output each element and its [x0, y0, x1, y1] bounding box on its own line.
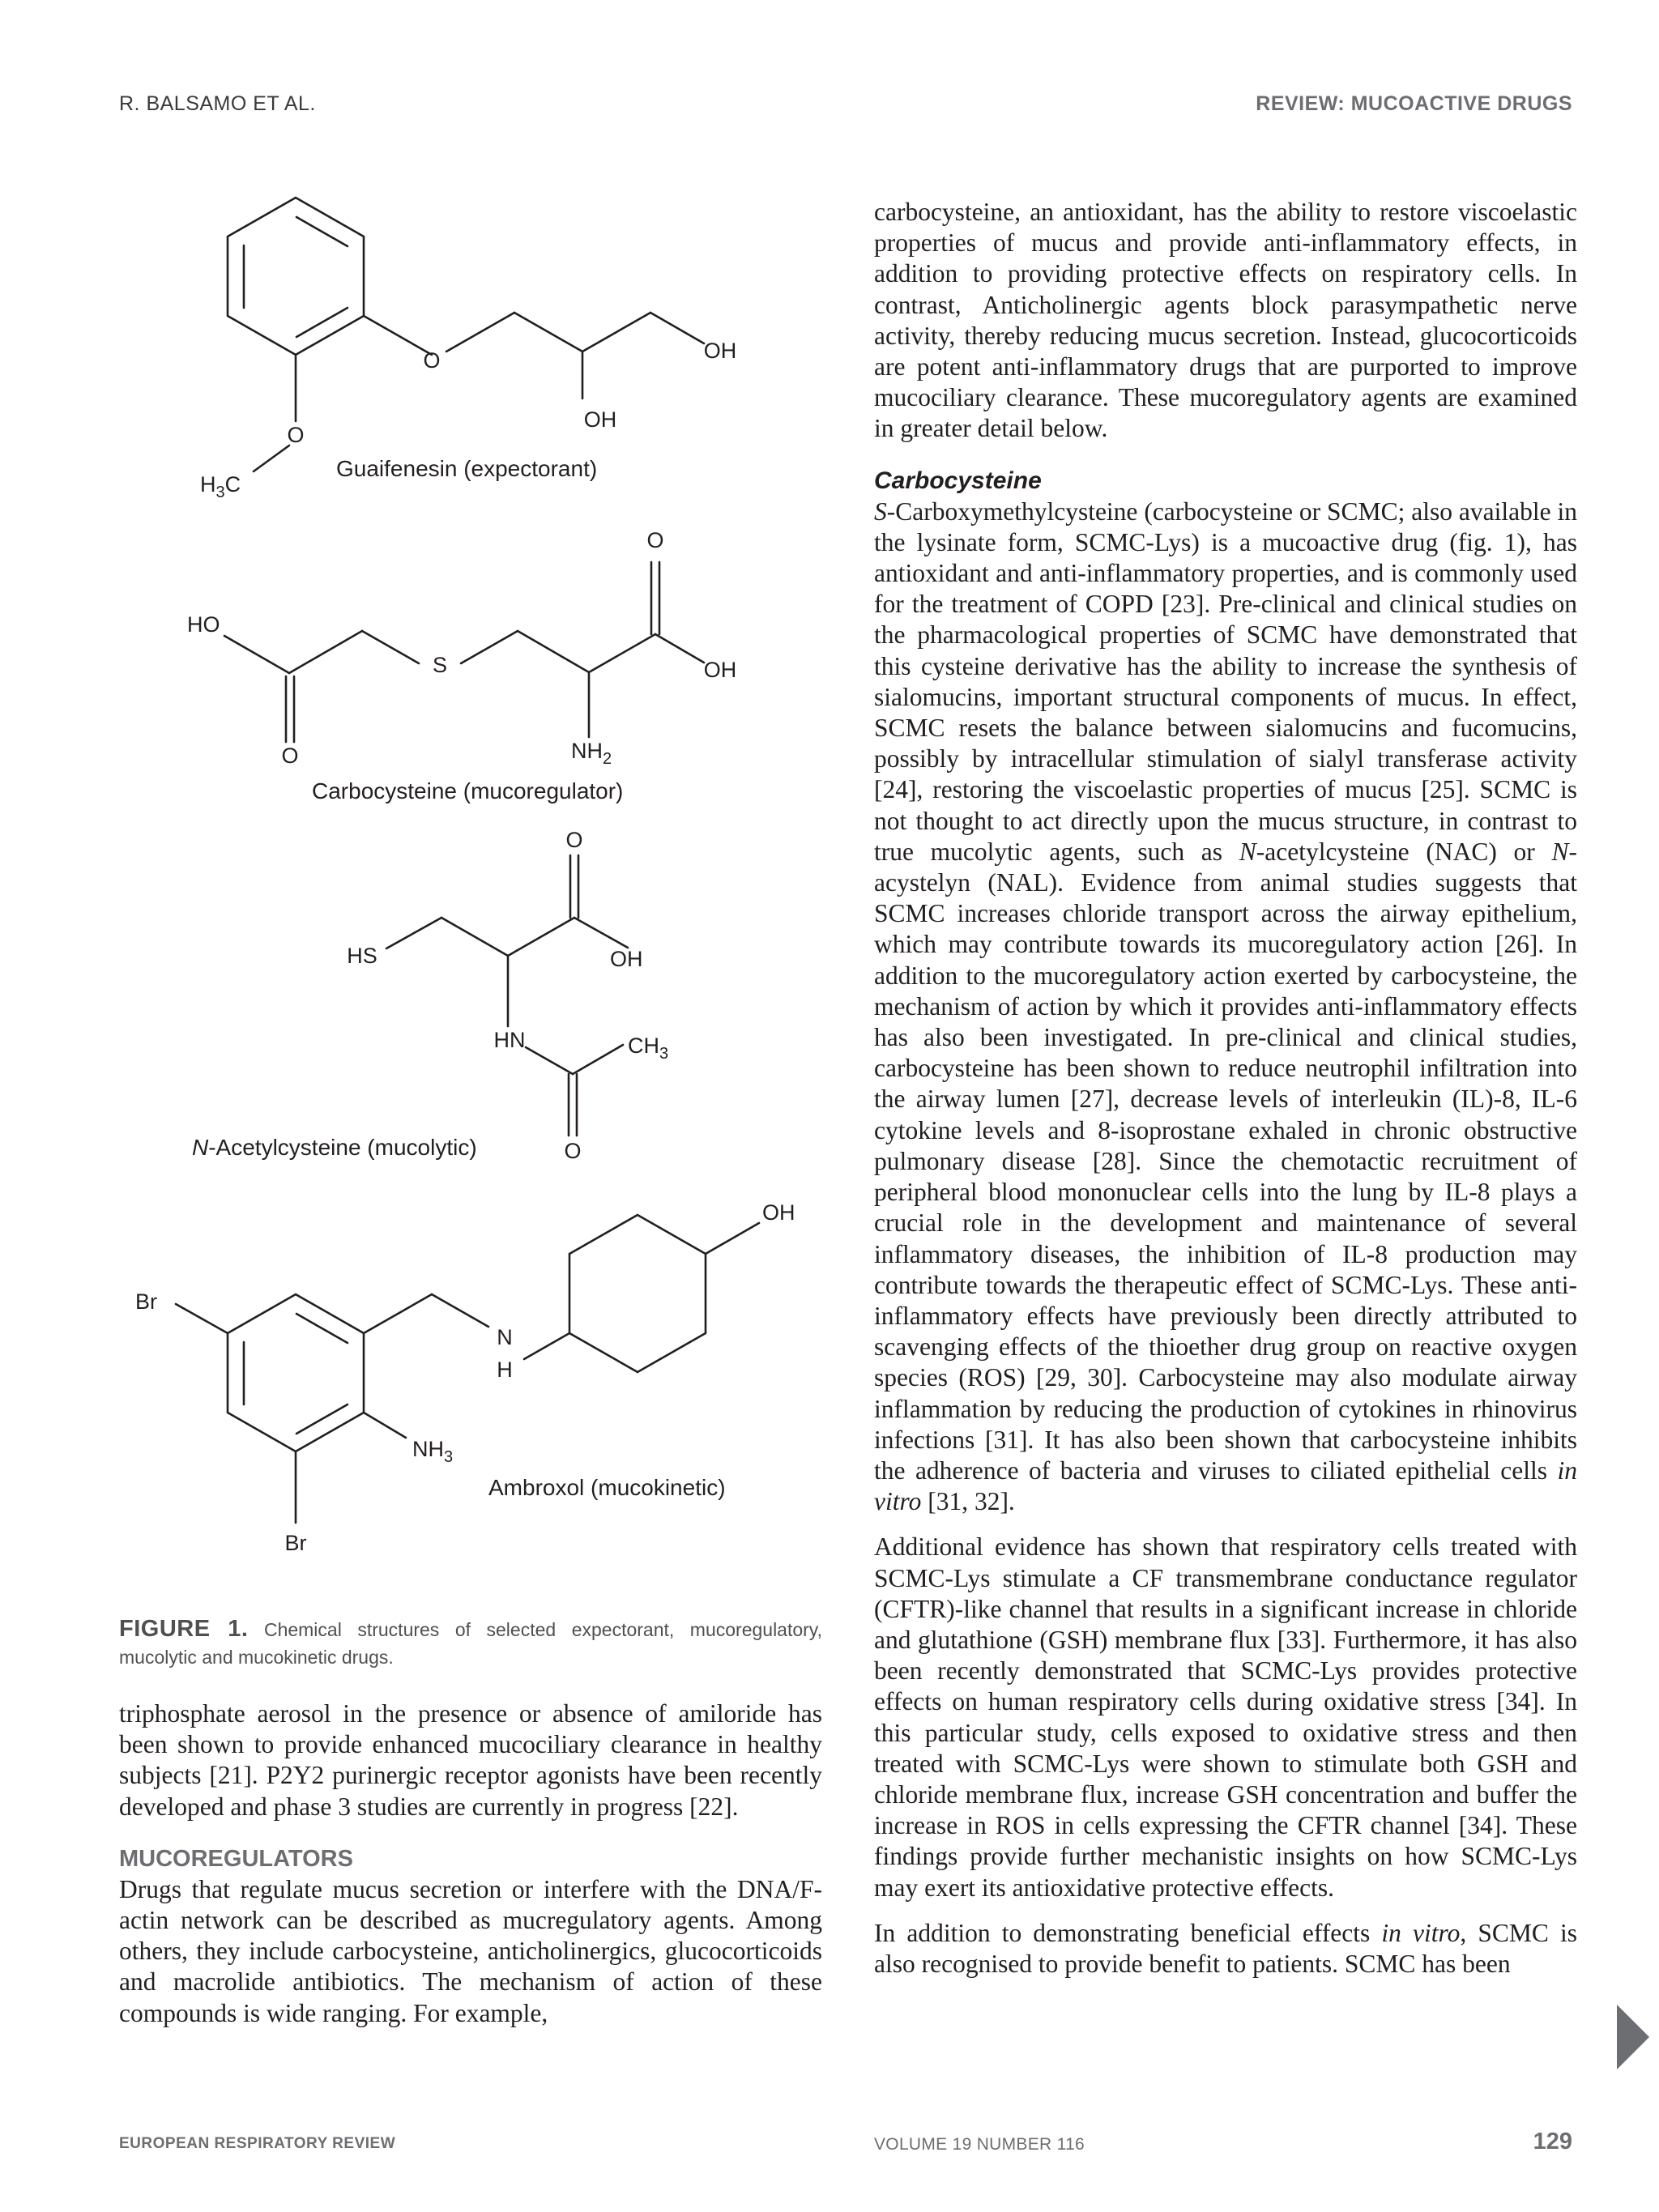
atom-h: H — [497, 1357, 513, 1382]
paragraph: triphosphate aerosol in the presence or absence of amiloride has been shown to provide enhanced mucociliary clearance in healthy subjects [21]. P2Y2 purinergic receptor agonists have been recently developed and phase 3 studies are currently in progress [22]. — [119, 1699, 822, 1821]
atom-oh: OH — [610, 947, 643, 971]
page-number: 129 — [1533, 2129, 1572, 2154]
ambroxol-label: Ambroxol (mucokinetic) — [488, 1475, 726, 1500]
atom-ch3: $CH_3$ — [628, 1034, 669, 1063]
atom-n: N — [497, 1325, 513, 1349]
atom-oh: OH — [703, 658, 737, 682]
atom-br: Br — [135, 1289, 157, 1314]
figure-caption — [119, 1615, 822, 1671]
atom-o: O — [564, 1139, 582, 1163]
atom-o: O — [287, 423, 305, 447]
left-column — [119, 1698, 822, 2029]
right-column — [874, 197, 1577, 1980]
guaifenesin-label: Guaifenesin (expectorant) — [336, 456, 598, 481]
paragraph: Additional evidence has shown that respiratory cells treated with SCMC-Lys stimulate a CF transmembrane conductance regulator (CFTR)-like channel that results in a significant increase in chloride and glutathione (GSH) membrane flux [33]. Furthermore, it has also been recently demonstrated that SCMC-Lys provides protective effects on human respiratory cells during oxidative stress [34]. In this particular study, cells exposed to oxidative stress and then treated with SCMC-Lys were shown to stimulate both GSH and chloride membrane flux, increase GSH concentration and buffer the increase in ROS in cells expressing the CFTR channel [34]. These findings provide further mechanistic insights on how SCMC-Lys may exert its antioxidative protective effects. — [874, 1532, 1577, 1902]
nac-structure — [386, 855, 628, 1136]
figure-caption-label: FIGURE 1. — [119, 1616, 249, 1642]
paragraph: Drugs that regulate mucus secretion or interfere with the DNA/F-actin network can be described as mucregulatory agents. Among others, they include carbocysteine, anticholinergics, glucocorticoids and macrolide antibiotics. The mechanism of action of these compounds is wide ranging. For example, — [119, 1874, 822, 2027]
section-heading: MUCOREGULATORS — [119, 1845, 353, 1872]
atom-oh: OH — [762, 1200, 795, 1225]
atom-br: Br — [284, 1531, 307, 1555]
figure-chemical-structures — [119, 186, 832, 1596]
atom-nh2: $NH_2$ — [571, 739, 612, 768]
running-head-authors: R. BALSAMO ET AL. — [119, 92, 316, 115]
atom-oh: OH — [583, 407, 617, 432]
carbocysteine-structure — [224, 562, 704, 742]
paragraph: S-Carboxymethylcysteine (carbocysteine or SCMC; also available in the lysinate form, SCMC-Lys) is a mucoactive drug (fig. 1), has antioxidant and anti-inflammatory properties, and is commonly used for the treatment of COPD [23]. Pre-clinical and clinical studies on the pharmacological properties of SCMC have demonstrated that this cysteine derivative has the ability to increase the synthesis of sialomucins, important structural components of mucus. In effect, SCMC resets the balance between sialomucins and fucomucins, possibly by intracellular stimulation of sialyl transferase activity [24], restoring the viscoelastic properties of mucus [25]. SCMC is not thought to act directly upon the mucus structure, in contrast to true mucolytic agents, such as N-acetylcysteine (NAC) or N-acystelyn (NAL). Evidence from animal studies suggests that SCMC increases chloride transport across the airway epithelium, which may contribute towards its mucoregulatory action [26]. In addition to the mucoregulatory action exerted by carbocysteine, the mechanism of action by which it provides anti-inflammatory effects has also been investigated. In pre-clinical and clinical studies, carbocysteine has been shown to reduce neutrophil infiltration into the airway lumen [27], decrease levels of interleukin (IL)-8, IL-6 cytokine levels and 8-isoprostane exhaled in chronic obstructive pulmonary disease [28]. Since the chemotactic recruitment of peripheral blood mononuclear cells into the lung by IL-8 plays a crucial role in the development and maintenance of several inflammatory diseases, the inhibition of IL-8 production may contribute towards the therapeutic effect of SCMC-Lys. These anti-inflammatory effects have previously been directly attributed to scavenging effects of the thioether drug group on reactive oxygen species (ROS) [29, 30]. Carbocysteine may also modulate airway inflammation by reducing the production of cytokines in rhinovirus infections [31]. It has also been shown that carbocysteine inhibits the adherence of bacteria and viruses to ciliated epithelial cells in vitro [31, 32]. — [874, 497, 1577, 1516]
footer-journal: EUROPEAN RESPIRATORY REVIEW — [119, 2135, 396, 2152]
carbocysteine-label: Carbocysteine (mucoregulator) — [312, 778, 624, 803]
paragraph: carbocysteine, an antioxidant, has the ability to restore viscoelastic properties of mucus and provide anti-inflammatory effects, in addition to providing protective effects on respiratory cells. In contrast, Anticholinergic agents block parasympathetic nerve activity, thereby reducing mucus secretion. Instead, glucocorticoids are potent anti-inflammatory drugs that are purported to improve mucociliary clearance. These mucoregulatory agents are examined in greater detail below. — [874, 198, 1577, 443]
atom-oh: OH — [703, 339, 737, 363]
atom-ho: HO — [187, 612, 220, 637]
next-page-arrow-icon[interactable] — [1617, 2005, 1649, 2073]
atom-o: O — [281, 744, 299, 768]
subsection-heading: Carbocysteine — [874, 467, 1042, 494]
figure-caption-text: Chemical structures of selected expectorant, mucoregulatory, mucolytic and mucokinetic drugs. — [119, 1619, 822, 1668]
atom-hn: HN — [493, 1028, 526, 1052]
atom-o: O — [646, 528, 664, 552]
paragraph: In addition to demonstrating beneficial effects in vitro, SCMC is also recognised to provide benefit to patients. SCMC has been — [874, 1918, 1577, 1978]
atom-hs: HS — [347, 944, 377, 968]
atom-s: S — [432, 653, 448, 677]
atom-ch3: $H_3C$ — [200, 472, 241, 501]
atom-nh3: $NH_3$ — [412, 1437, 454, 1466]
running-head-section: REVIEW: MUCOACTIVE DRUGS — [1256, 92, 1572, 115]
nac-label: N-Acetylcysteine (mucolytic) — [192, 1135, 477, 1160]
atom-o: O — [423, 348, 441, 373]
footer-volume: VOLUME 19 NUMBER 116 — [874, 2135, 1085, 2154]
atom-o: O — [565, 828, 583, 852]
